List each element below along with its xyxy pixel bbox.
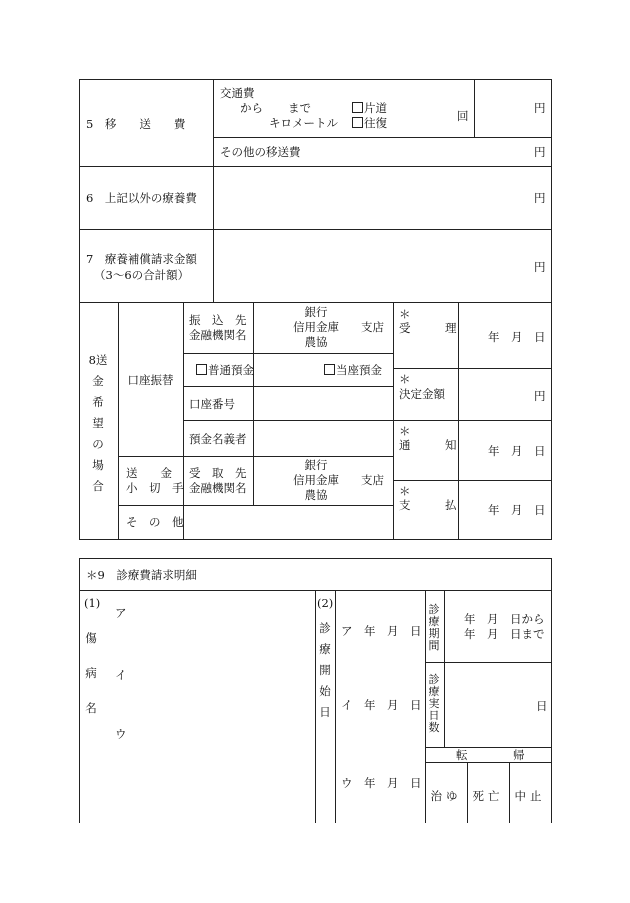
other-transport-yen: 円 [534,145,546,159]
payment-date: 年 月 日 [488,503,546,517]
bank-type-agri: 農協 [304,335,328,349]
outcome-stopped: 中止 [514,789,546,803]
period-label: 診療期間 [428,603,440,652]
days-unit: 日 [536,699,548,713]
notice-asterisk: ＊ [399,424,411,438]
ordinary-deposit-checkbox[interactable] [196,364,207,375]
fare-label: 交通費 [220,86,255,100]
recv-branch-label: 支店 [361,473,384,487]
period-from: 年 月 日から [464,612,545,626]
period-to: 年 月 日まで [464,627,545,641]
decided-label: 決定金額 [399,387,445,401]
other-costs-yen: 円 [534,191,546,205]
outcome-cured: 治ゆ [430,789,462,803]
transport-label: 5 移 送 費 [86,117,186,131]
total-label-line1: 7 療養補償請求金額 [86,252,197,266]
account-number-label: 口座番号 [189,397,235,411]
recv-bank-type-bank: 銀行 [304,458,328,472]
other-transport-label: その他の移送費 [220,145,301,159]
total-label-line2: （3～6の合計額） [94,268,190,282]
detail-title: ＊9 診療費請求明細 [86,568,197,582]
check-label-line1: 送 金 [126,466,172,480]
payment-asterisk: ＊ [399,484,411,498]
round-trip-option[interactable]: 往復 [352,116,387,130]
times-unit: 回 [457,109,469,123]
transfer-label: 口座振替 [127,373,174,387]
decided-asterisk: ＊ [399,372,411,386]
diag-num: (1) [84,596,101,610]
start-label: 診療開始日 [319,621,331,719]
diag-label: 傷病名 [85,631,97,715]
days-label: 診療実日数 [428,673,440,734]
outcome-died: 死亡 [472,789,504,803]
receipt-date: 年 月 日 [488,330,546,344]
fare-to: まで [288,101,311,115]
diag-i: イ [115,668,127,682]
bank-dest-line1: 振 込 先 [189,313,247,327]
remit-section-label: 8送金希望の場合 [88,353,108,493]
bank-type-bank: 銀行 [304,305,328,319]
other-costs-label: 6 上記以外の療養費 [86,191,197,205]
receipt-asterisk: ＊ [399,307,411,321]
start-row-a: ア 年 月 日 [341,624,422,638]
remit-other-label: そ の 他 [126,515,184,529]
fare-km: キロメートル [269,116,338,130]
fare-from: から [240,101,263,115]
receipt-label: 受 理 [399,321,457,335]
payment-label: 支 払 [399,498,457,512]
start-row-i: イ 年 月 日 [341,698,422,712]
account-holder-label: 預金名義者 [189,432,247,446]
outcome-header-a: 転 [456,748,468,762]
one-way-option[interactable]: 片道 [352,101,387,115]
checking-deposit-option[interactable]: 当座預金 [324,363,382,377]
ordinary-deposit-option[interactable]: 普通預金 [196,363,254,377]
diag-u: ウ [115,727,127,741]
start-num: (2) [317,596,334,610]
recv-bank-line2: 金融機関名 [189,481,247,495]
decided-yen: 円 [534,389,546,403]
diag-a: ア [115,606,127,620]
recv-bank-type-credit: 信用金庫 [293,473,339,487]
bank-type-credit: 信用金庫 [293,320,339,334]
round-trip-checkbox[interactable] [352,117,363,128]
check-label-line2: 小 切 手 [126,481,184,495]
total-yen: 円 [534,260,546,274]
start-row-u: ウ 年 月 日 [341,776,422,790]
one-way-checkbox[interactable] [352,102,363,113]
recv-bank-type-agri: 農協 [304,488,328,502]
recv-bank-line1: 受 取 先 [189,466,247,480]
branch-label: 支店 [361,320,384,334]
checking-deposit-checkbox[interactable] [324,364,335,375]
fare-yen: 円 [534,101,546,115]
notice-date: 年 月 日 [488,444,546,458]
outcome-header-b: 帰 [513,748,525,762]
notice-label: 通 知 [399,438,457,452]
bank-dest-line2: 金融機関名 [189,328,247,342]
